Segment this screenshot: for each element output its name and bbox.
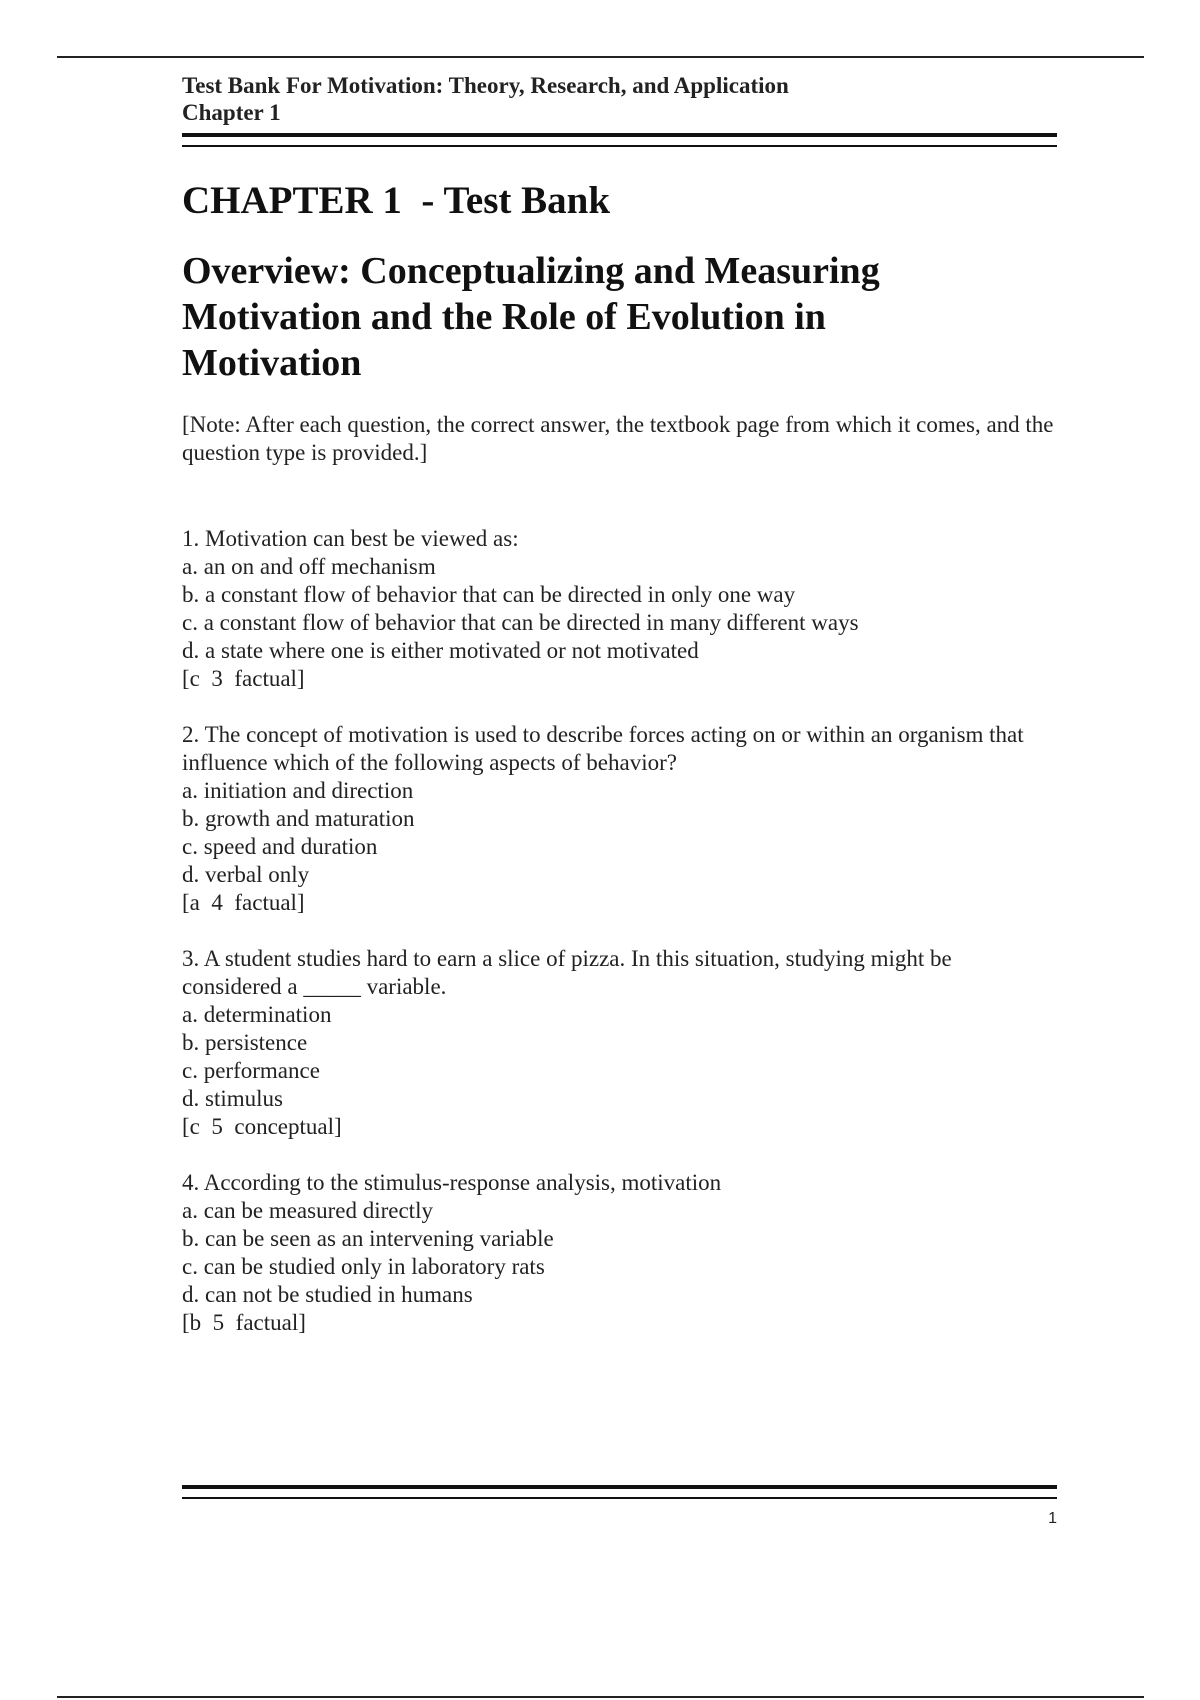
question-item: [182, 525, 1057, 693]
header-rule: [182, 133, 1057, 147]
answer-option: d. stimulus: [182, 1086, 283, 1111]
answer-key: [b 5 factual]: [182, 1310, 306, 1335]
chapter-title: CHAPTER 1 - Test Bank: [182, 179, 611, 222]
header-chapter: Chapter 1: [182, 100, 281, 125]
answer-option: a. determination: [182, 1002, 332, 1027]
answer-option: a. can be measured directly: [182, 1198, 433, 1223]
answer-option: c. speed and duration: [182, 834, 378, 859]
answer-option: c. a constant flow of behavior that can be directed in many different ways: [182, 610, 859, 635]
question-item: [182, 721, 1057, 917]
answer-option: a. an on and off mechanism: [182, 554, 436, 579]
running-header: [182, 72, 1057, 126]
answer-key: [c 5 conceptual]: [182, 1114, 342, 1139]
question-item: [182, 1169, 1057, 1337]
question-stem: 2. The concept of motivation is used to describe forces acting on or within an organism that influence which of the following aspects of behavior?: [182, 722, 1036, 775]
question-stem: 3. A student studies hard to earn a slice of pizza. In this situation, studying might be considered a _____ variable.: [182, 946, 958, 999]
answer-option: b. can be seen as an intervening variable: [182, 1226, 554, 1251]
answer-option: b. growth and maturation: [182, 806, 415, 831]
answer-option: b. persistence: [182, 1030, 308, 1055]
page-number: 1: [1048, 1510, 1057, 1527]
instructions-note: [Note: After each question, the correct answer, the textbook page from which it comes, and the question type is provided.]: [182, 412, 1054, 465]
answer-option: d. a state where one is either motivated or not motivated: [182, 638, 699, 663]
overview-title: Overview: Conceptualizing and Measuring Motivation and the Role of Evolution in Motivation: [182, 250, 880, 384]
answer-option: a. initiation and direction: [182, 778, 414, 803]
answer-key: [a 4 factual]: [182, 890, 305, 915]
answer-option: b. a constant flow of behavior that can be directed in only one way: [182, 582, 796, 607]
header-title: Test Bank For Motivation: Theory, Research, and Application: [182, 73, 789, 98]
question-list: [182, 525, 1057, 1337]
document-body: [182, 72, 1057, 1365]
answer-option: d. can not be studied in humans: [182, 1282, 473, 1307]
page-bottom-border: [57, 1696, 1144, 1698]
answer-option: c. performance: [182, 1058, 320, 1083]
question-stem: 1. Motivation can best be viewed as:: [182, 526, 519, 551]
page-top-border: [57, 56, 1144, 58]
footer-rule: [182, 1485, 1057, 1499]
question-item: [182, 945, 1057, 1141]
answer-option: d. verbal only: [182, 862, 310, 887]
answer-key: [c 3 factual]: [182, 666, 305, 691]
answer-option: c. can be studied only in laboratory rats: [182, 1254, 545, 1279]
question-stem: 4. According to the stimulus-response analysis, motivation: [182, 1170, 722, 1195]
